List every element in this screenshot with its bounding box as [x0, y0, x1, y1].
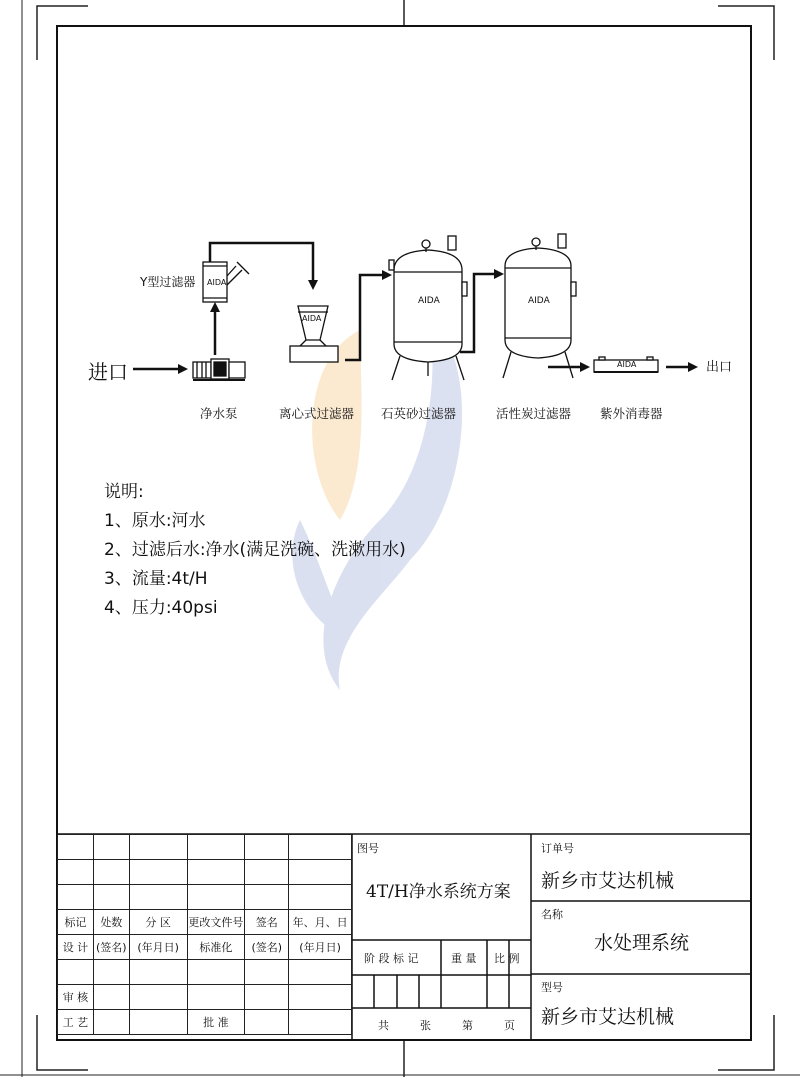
sheet-page-label: 页	[504, 1019, 515, 1032]
note-item: 3、流量:4t/H	[104, 569, 208, 589]
inlet-label: 进口	[88, 360, 128, 384]
standardization-sign: (签名)	[245, 935, 289, 960]
quartz-tank-symbol	[389, 236, 467, 380]
sheet-total-label: 共	[378, 1019, 389, 1032]
brand-mark-carbon: AIDA	[528, 296, 550, 306]
header-change-doc: 更改文件号	[187, 910, 245, 935]
header-sign: 签名	[245, 910, 289, 935]
design-sign: (签名)	[93, 935, 129, 960]
order-no-label: 订单号	[541, 842, 574, 855]
y-filter-label: Y型过滤器	[140, 275, 196, 289]
note-item: 4、压力:40psi	[104, 598, 218, 618]
header-date: 年、月、日	[289, 910, 352, 935]
brand-mark-centrifugal: AIDA	[302, 314, 322, 323]
notes-heading: 说明:	[104, 482, 144, 502]
approve-label: 批 准	[187, 1010, 245, 1035]
weight-header: 重 量	[451, 952, 477, 965]
header-count: 处数	[93, 910, 129, 935]
equipment-label-centrifugal: 离心式过滤器	[279, 406, 355, 421]
design-date: (年月日)	[129, 935, 187, 960]
note-item: 2、过滤后水:净水(满足洗碗、洗漱用水)	[104, 540, 406, 560]
name-label: 名称	[541, 908, 563, 921]
equipment-label-uv: 紫外消毒器	[600, 406, 663, 421]
carbon-tank-symbol	[503, 234, 576, 378]
drawing-title: 4T/H净水系统方案	[366, 882, 511, 902]
sheet-unit-label: 张	[420, 1019, 431, 1032]
notes-section	[104, 478, 406, 623]
note-item: 1、原水:河水	[104, 511, 206, 531]
scale-header: 比 例	[494, 952, 520, 965]
design-row	[58, 935, 352, 960]
brand-mark-y-filter: AIDA	[207, 278, 227, 287]
pump-symbol	[193, 359, 245, 380]
equipment-label-carbon: 活性炭过滤器	[496, 406, 572, 421]
sheet-index-label: 第	[462, 1019, 473, 1032]
header-zone: 分 区	[129, 910, 187, 935]
design-label: 设 计	[58, 935, 94, 960]
order-no-value: 新乡市艾达机械	[541, 870, 675, 892]
model-label: 型号	[541, 981, 563, 994]
revision-table	[57, 834, 352, 1035]
drawing-no-label: 图号	[357, 842, 379, 855]
brand-mark-uv: AIDA	[617, 360, 637, 369]
name-value: 水处理系统	[594, 932, 690, 954]
equipment-label-quartz: 石英砂过滤器	[381, 406, 457, 421]
review-label: 审 核	[58, 985, 94, 1010]
header-mark: 标记	[58, 910, 94, 935]
stage-mark-header: 阶 段 标 记	[364, 952, 419, 965]
equipment-label-pump: 净水泵	[200, 406, 238, 421]
revision-header-row	[58, 910, 352, 935]
brand-mark-quartz: AIDA	[418, 296, 440, 306]
standardization-label: 标准化	[187, 935, 245, 960]
process-label: 工 艺	[58, 1010, 94, 1035]
model-value: 新乡市艾达机械	[541, 1006, 675, 1028]
standardization-date: (年月日)	[289, 935, 352, 960]
outlet-label: 出口	[706, 360, 733, 375]
